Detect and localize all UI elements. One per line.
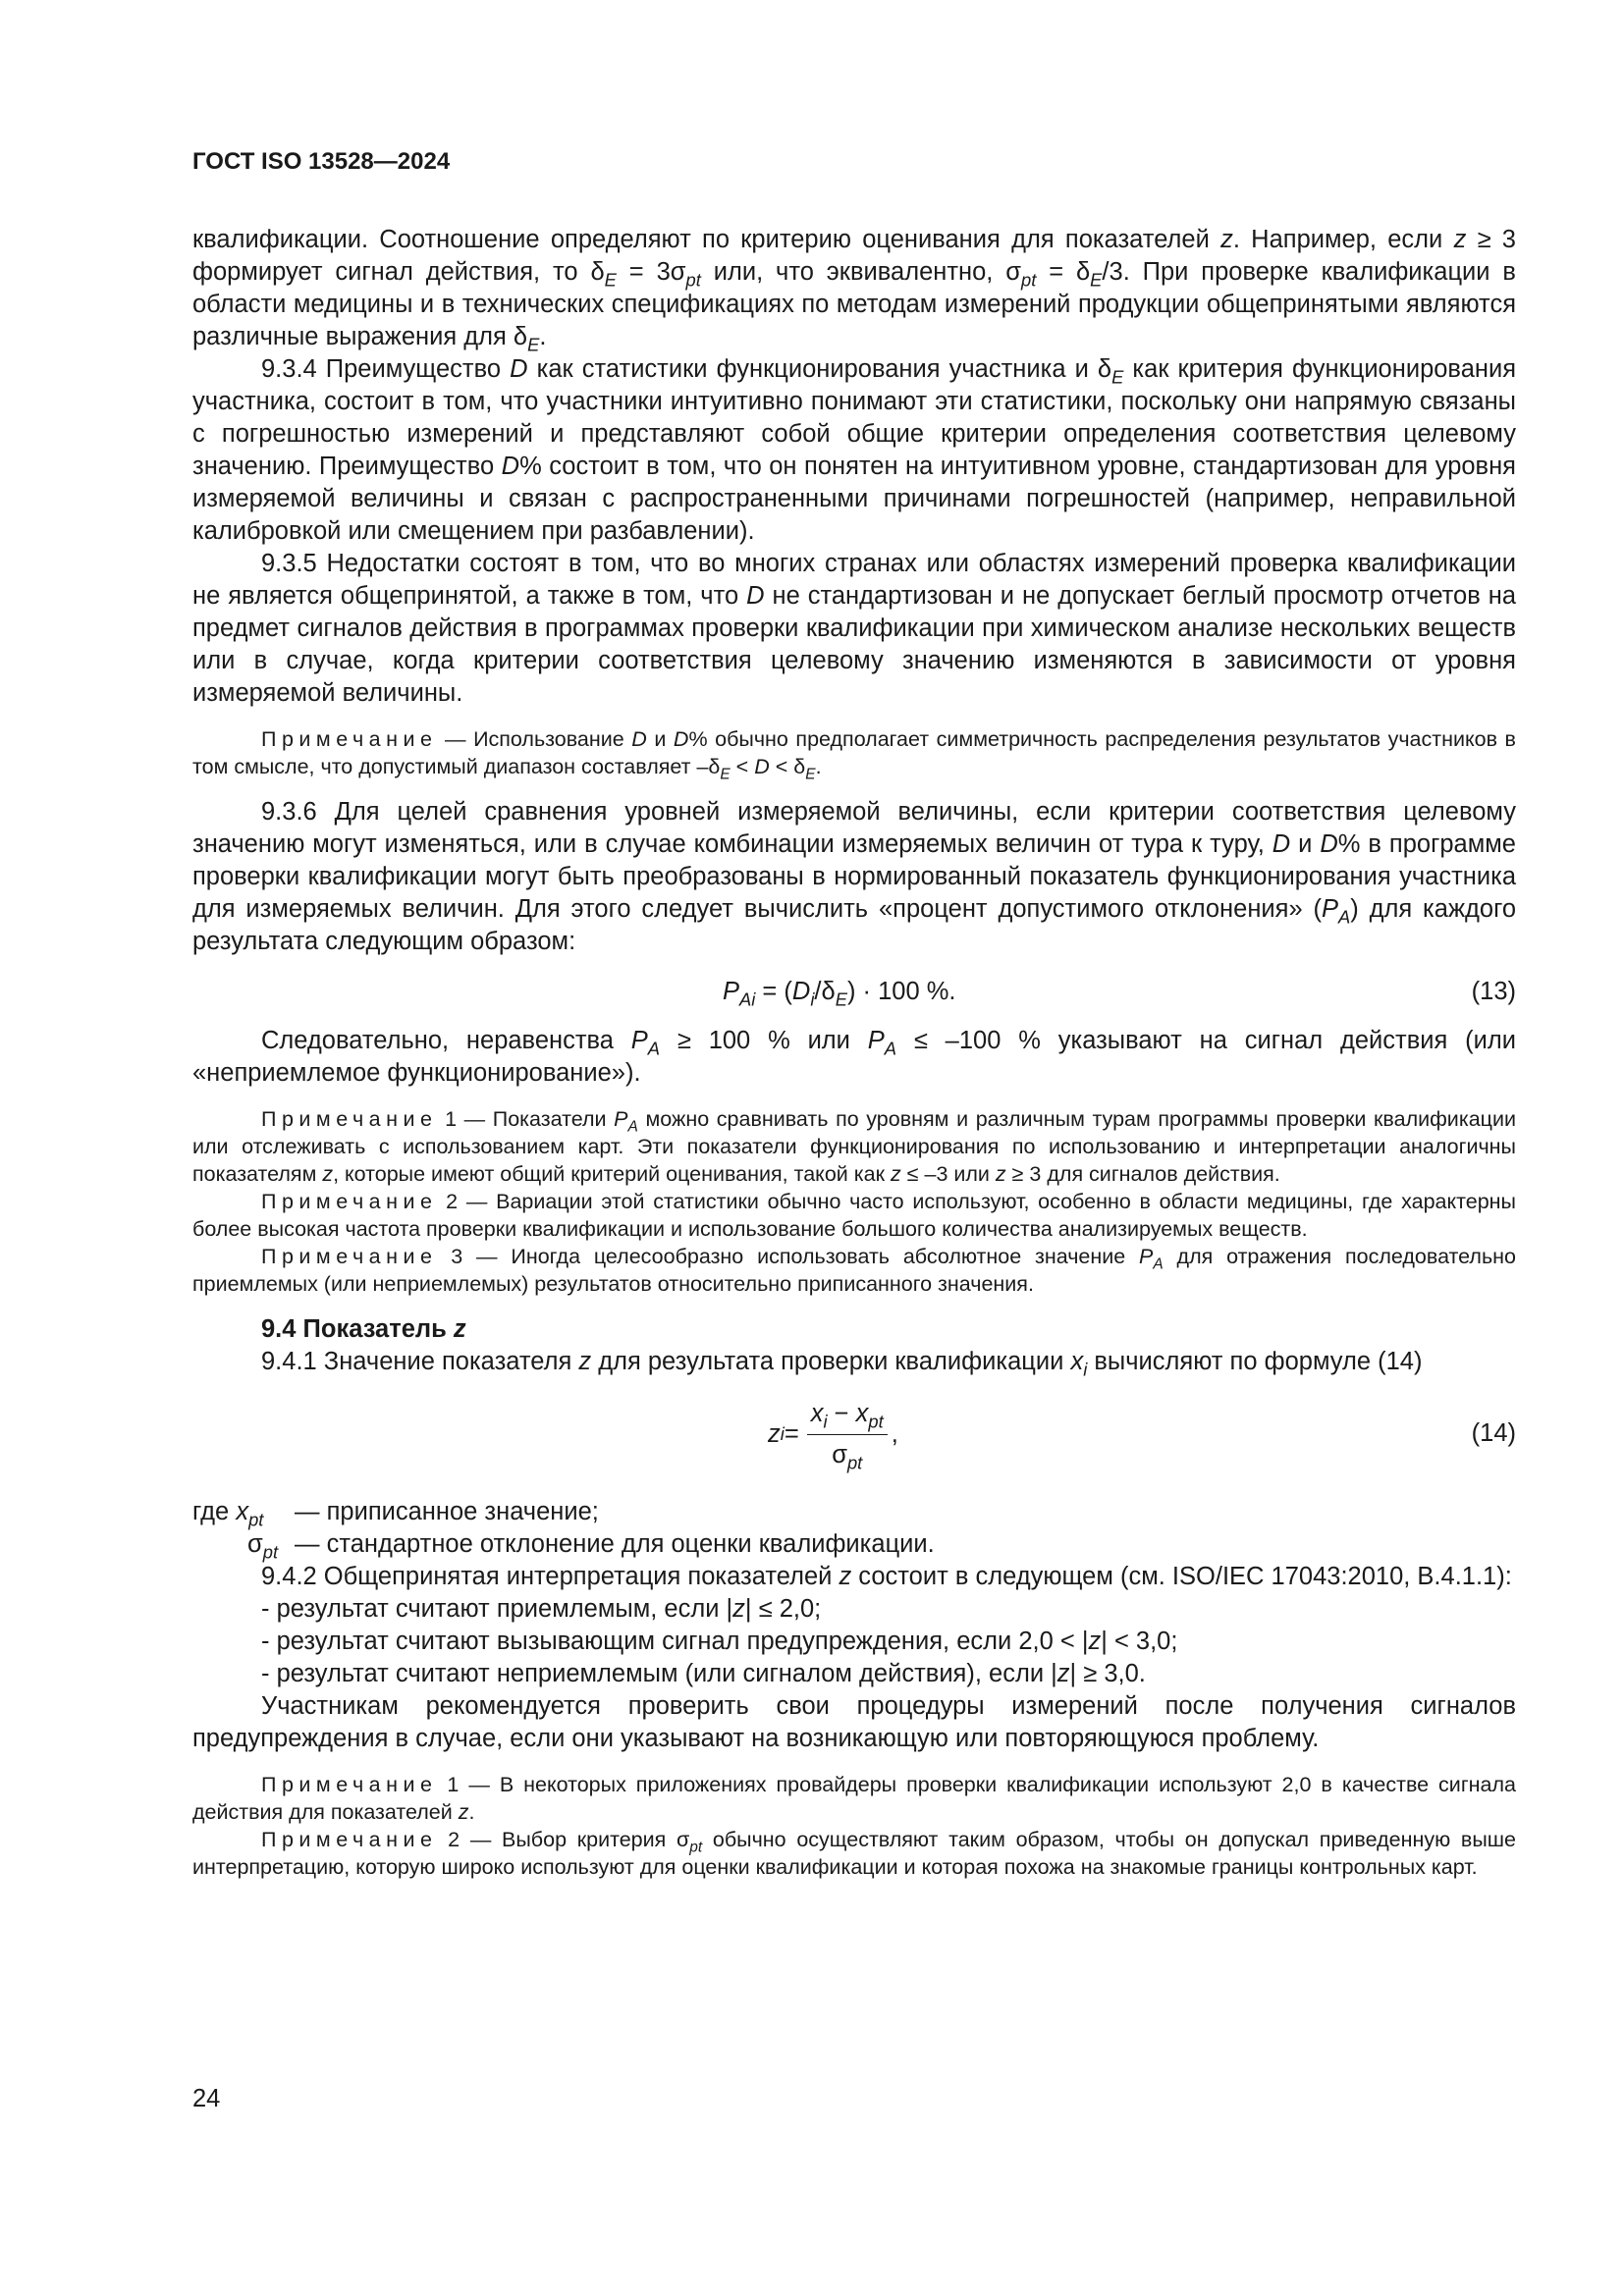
- formula-13: [192, 970, 1516, 1015]
- paragraph-9-4-2: 9.4.2 Общепринятая интерпретация показателей z состоит в следующем (см. ISO/IEC 17043:2010, B.4.1.1):: [261, 1563, 1512, 1590]
- note-d-symmetry: Примечание — Использование D и D% обычно предполагает симметричность распределения результатов участников в том смысле, что допустимый диапазон составляет $-\delta_E < D < \delta_E$.: [192, 727, 1516, 783]
- paragraph-continuation: квалификации. Соотношение определяют по критерию оценивания для показателей z. Например, если z ≥ 3 формирует сигнал действия, то $\delta_E = 3\sigma_{pt}$ или, что эквивалентно, $\sigma_{pt} = \delta_E/3$. При проверке квалификации в области медицины и в технических спецификациях по методам измерений продукции общепринятыми являются различные выражения для $\delta_E$.: [192, 226, 1516, 355]
- formula-14-numerator: $x_i - x_{pt}$: [807, 1398, 888, 1435]
- list-item-unacceptable: - результат считают неприемлемым (или сигналом действия), если |z| ≥ 3,0.: [261, 1660, 1146, 1687]
- paragraph-9-3-5: 9.3.5 Недостатки состоят в том, что во многих странах или областях измерений проверка квалификации не является общепринятой, а также в том, что D не стандартизован и не допускает беглый просмотр отчетов на предмет сигналов действия в программах проверки квалификации при химическом анализе нескольких веществ или в случае, когда критерии соответствия целевому значению изменяются в зависимости от уровня измеряемой величины.: [192, 550, 1516, 707]
- paragraph-consequence: Следовательно, неравенства $P_A \ge 100$ % или $P_A \le -100$ % указывают на сигнал действия (или «неприемлемое функционирование»).: [192, 1027, 1516, 1087]
- formula-14-number: (14): [1471, 1419, 1516, 1447]
- where-row-xpt: где $x_{pt}$ — приписанное значение;: [192, 1498, 599, 1530]
- where-row-sigma: $\sigma_{pt}$ — стандартное отклонение для оценки квалификации.: [247, 1530, 935, 1563]
- note-2-variations: Примечание 2 — Вариации этой статистики обычно часто используют, особенно в области медицины, где характерны более высокая частота проверки квалификации и использование большого количества анализируемых веществ.: [192, 1190, 1516, 1241]
- note-3-absolute: Примечание 3 — Иногда целесообразно использовать абсолютное значение $P_A$ для отражения последовательно приемлемых (или неприемлемых) результатов относительно приписанного значения.: [192, 1245, 1516, 1296]
- where-block: [192, 1496, 1516, 1561]
- formula-14-fraction: [807, 1398, 888, 1471]
- list-item-acceptable: - результат считают приемлемым, если |z| ≤ 2,0;: [261, 1595, 822, 1623]
- list-item-warning: - результат считают вызывающим сигнал предупреждения, если 2,0 < |z| < 3,0;: [261, 1628, 1178, 1655]
- page-number: 24: [192, 2085, 221, 2112]
- formula-13-expression: $P_{Ai} = (D_i/\delta_E) \cdot 100$ %.: [723, 978, 956, 1010]
- document-header: ГОСТ ISO 13528—2024: [192, 148, 451, 175]
- formula-13-number: (13): [1471, 978, 1516, 1005]
- section-9-4-heading: 9.4 Показатель z: [261, 1315, 466, 1343]
- document-page: [192, 147, 1516, 1881]
- note-1-pa: Примечание 1 — Показатели $P_A$ можно сравнивать по уровням и различным турам программы проверки квалификации или отслеживать с использованием карт. Эти показатели функционирования по использованию и интерпретации аналогичны показателям z, которые имеют общий критерий оценивания, такой как z ≤ –3 или z ≥ 3 для сигналов действия.: [192, 1107, 1516, 1186]
- paragraph-9-3-4: 9.3.4 Преимущество D как статистики функционирования участника и $\delta_E$ как критерия функционирования участника, состоит в том, что участники интуитивно понимают эти статистики, поскольку они напрямую связаны с погрешностью измерений и представляют собой общие критерии определения соответствия целевому значению. Преимущество D% состоит в том, что он понятен на интуитивном уровне, стандартизован для уровня измеряемой величины и связан с распространенными причинами погрешностей (например, неправильной калибровкой или смещением при разбавлении).: [192, 355, 1517, 545]
- note-2-sigma-choice: Примечание 2 — Выбор критерия $\sigma_{pt}$ обычно осуществляют таким образом, чтобы он допускал приведенную выше интерпретацию, которую широко используют для оценки квалификации и которая похожа на знакомые границы контрольных карт.: [192, 1828, 1516, 1879]
- note-1-providers: Примечание 1 — В некоторых приложениях провайдеры проверки квалификации используют 2,0 в качестве сигнала действия для показателей z.: [192, 1773, 1516, 1824]
- formula-14: [192, 1390, 1516, 1478]
- paragraph-9-3-6: 9.3.6 Для целей сравнения уровней измеряемой величины, если критерии соответствия целевому значению могут изменяться, или в случае комбинации измеряемых величин от тура к туру, D и D% в программе проверки квалификации могут быть преобразованы в нормированный показатель функционирования участника для измеряемых величин. Для этого следует вычислить «процент допустимого отклонения» $(P_A)$ для каждого результата следующим образом:: [192, 798, 1517, 955]
- formula-14-expression: z i = $\frac{x_i - x_{pt}}{\sigma_{pt}}$ ,: [768, 1399, 898, 1472]
- paragraph-9-4-1: 9.4.1 Значение показателя z для результата проверки квалификации $x_i$ вычисляют по формуле (14): [261, 1348, 1423, 1380]
- formula-14-denominator: $\sigma_{pt}$: [832, 1440, 863, 1472]
- paragraph-recommendation: Участникам рекомендуется проверить свои процедуры измерений после получения сигналов предупреждения в случае, если они указывают на возникающую или повторяющуюся проблему.: [192, 1692, 1516, 1752]
